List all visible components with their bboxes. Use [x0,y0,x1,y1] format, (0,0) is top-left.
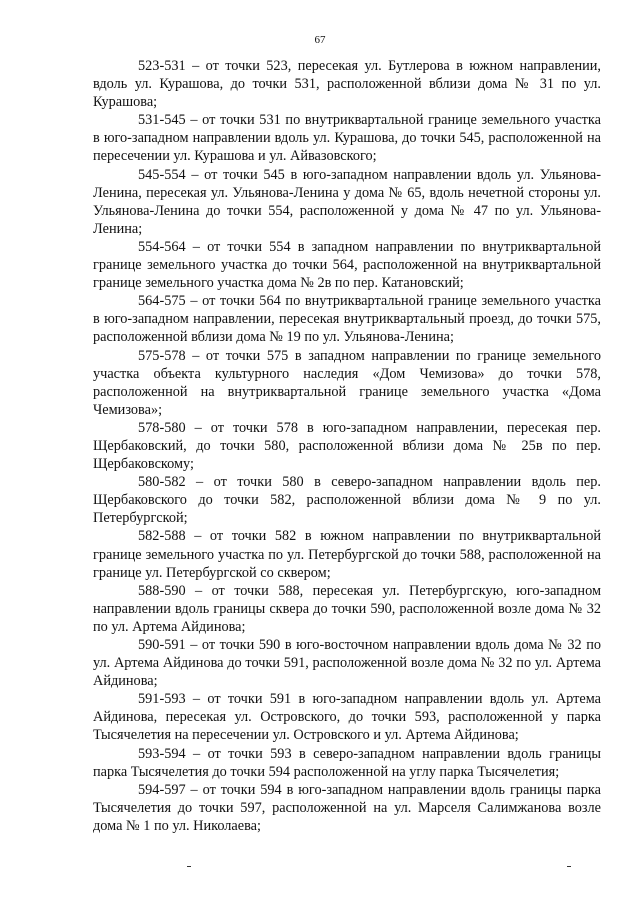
page-number: 67 [314,34,326,46]
paragraph-582-588: 582-588 – от точки 582 в южном направлении по внутриквартальной границе земельного участка по ул. Петербургской до точки 588, расположенной на границе ул. Петербургской со сквером; [93,528,601,581]
scan-mark-right [567,866,571,867]
paragraph-575-578: 575-578 – от точки 575 в западном направлении по границе земельного участка объекта культурного наследия «Дом Чемизова» до точки 578, расположенной на внутриквартальной границе земельного участка «Дома Чемизова»; [93,347,601,418]
paragraph-588-590: 588-590 – от точки 588, пересекая ул. Петербургскую, юго-западном направлении вдоль границы сквера до точки 590, расположенной возле дома № 32 по ул. Артема Айдинова; [93,582,601,635]
paragraph-564-575: 564-575 – от точки 564 по внутриквартальной границе земельного участка в юго-западном направлении, пересекая внутриквартальный проезд, до точки 575, расположенной вблизи дома № 19 по ул. Ульянова-Ленина; [93,293,601,346]
paragraph-523-531: 523-531 – от точки 523, пересекая ул. Бутлерова в южном направлении, вдоль ул. Курашова, до точки 531, расположенной вблизи дома № 31 по ул. Курашова; [93,58,601,111]
paragraph-554-564: 554-564 – от точки 554 в западном направлении по внутриквартальной границе земельного участка до точки 564, расположенной на внутриквартальной границе земельного участка дома № 2в по пер. Катановский; [93,238,601,292]
paragraph-591-593: 591-593 – от точки 591 в юго-западном направлении вдоль ул. Артема Айдинова, пересекая ул. Островского, до точки 593, расположенной у парка Тысячелетия на пересечении ул. Островского и ул. Артема Айдинова; [93,691,601,744]
paragraph-580-582: 580-582 – от точки 580 в северо-западном направлении вдоль пер. Щербаковского до точки 582, расположенной вблизи дома № 9 по ул. Петербургской; [93,474,601,527]
paragraph-593-594: 593-594 – от точки 593 в северо-западном направлении вдоль границы парка Тысячелетия до точки 594 расположенной на углу парка Тысячелетия; [93,745,601,780]
paragraph-578-580: 578-580 – от точки 578 в юго-западном направлении, пересекая пер. Щербаковский, до точки 580, расположенной вблизи дома № 25в по пер. Щербаковскому; [93,419,601,473]
paragraph-594-597: 594-597 – от точки 594 в юго-западном направлении вдоль границы парка Тысячелетия до точки 597, расположенной на ул. Марселя Салимжанова возле дома № 1 по ул. Николаева; [93,781,601,834]
paragraph-545-554: 545-554 – от точки 545 в юго-западном направлении вдоль ул. Ульянова-Ленина, пересекая ул. Ульянова-Ленина у дома № 65, вдоль нечетной стороны ул. Ульянова-Ленина до точки 554, расположенной у дома № 47 по ул. Ульянова-Ленина; [93,166,601,237]
scan-mark-left [187,866,191,867]
paragraph-590-591: 590-591 – от точки 590 в юго-восточном направлении вдоль дома № 32 по ул. Артема Айдинова до точки 591, расположенной возле дома № 32 по ул. Артема Айдинова; [93,637,601,690]
document-body [93,57,601,835]
paragraph-531-545: 531-545 – от точки 531 по внутриквартальной границе земельного участка в юго-западном направлении вдоль ул. Курашова, до точки 545, расположенной на пересечении ул. Курашова и ул. Айвазовского; [93,112,601,165]
